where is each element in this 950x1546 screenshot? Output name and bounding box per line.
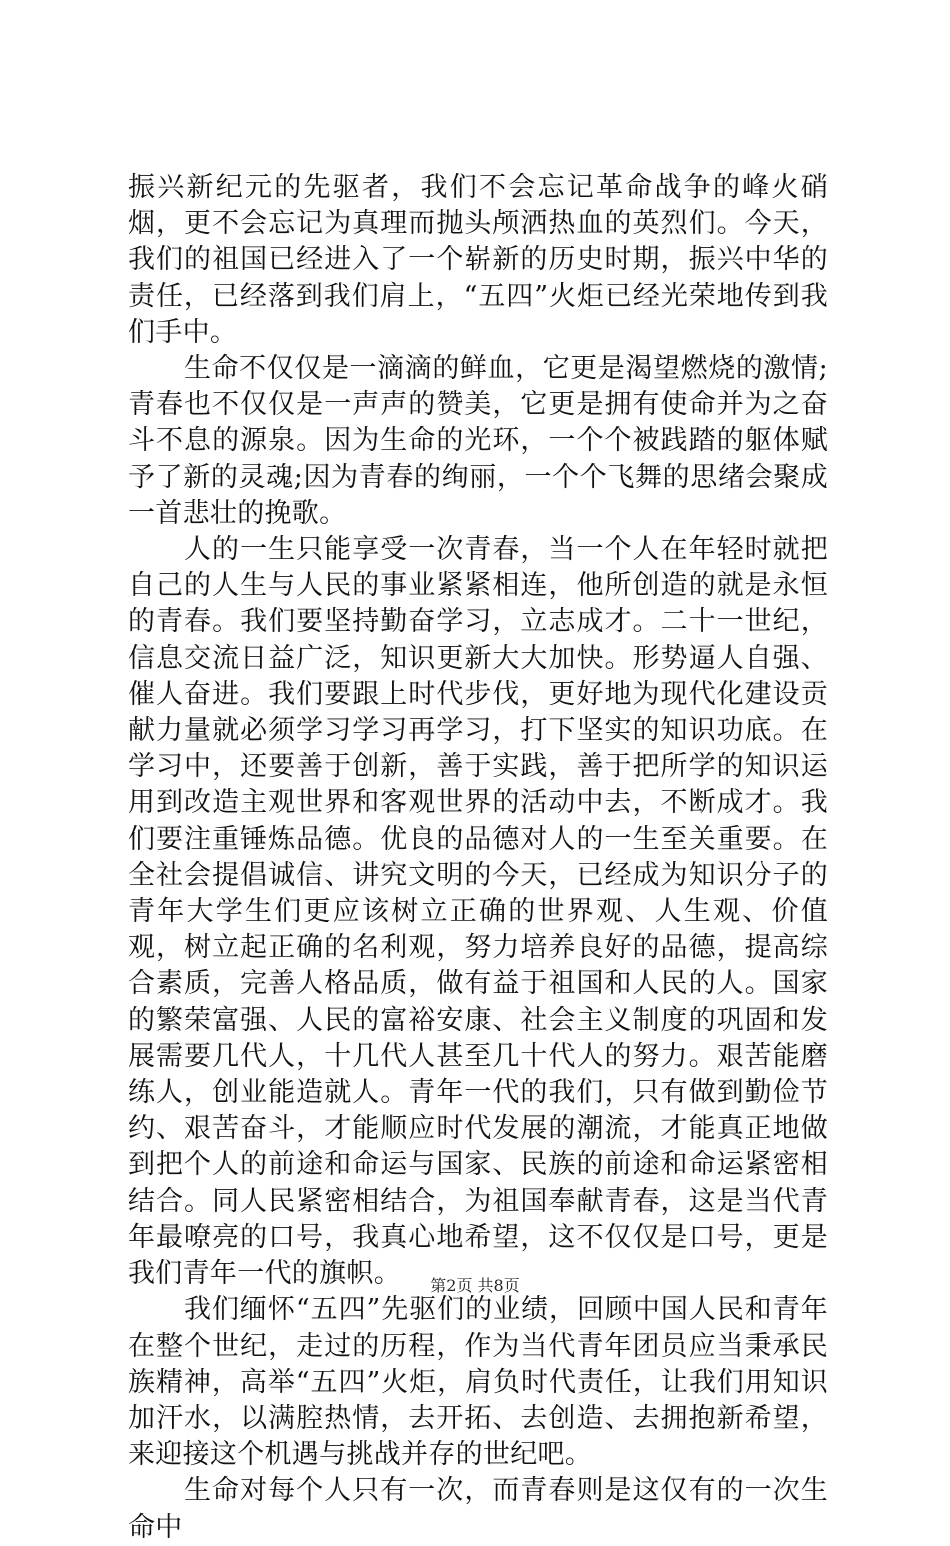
- paragraph-3: 人的一生只能享受一次青春，当一个人在年轻时就把自己的人生与人民的事业紧紧相连，他所创造的就是永恒的青春。我们要坚持勤奋学习，立志成才。二十一世纪，信息交流日益广泛，知识更新大大加快。形势逼人自强、催人奋进。我们要跟上时代步伐，更好地为现代化建设贡献力量就必须学习学习再学习，打下坚实的知识功底。在学习中，还要善于创新，善于实践，善于把所学的知识运用到改造主观世界和客观世界的活动中去，不断成才。我们要注重锤炼品德。优良的品德对人的一生至关重要。在全社会提倡诚信、讲究文明的今天，已经成为知识分子的青年大学生们更应该树立正确的世界观、人生观、价值观，树立起正确的名利观，努力培养良好的品德，提高综合素质，完善人格品质，做有益于祖国和人民的人。国家的繁荣富强、人民的富裕安康、社会主义制度的巩固和发展需要几代人，十几代人甚至几十代人的努力。艰苦能磨练人，创业能造就人。青年一代的我们，只有做到勤俭节约、艰苦奋斗，才能顺应时代发展的潮流，才能真正地做到把个人的前途和命运与国家、民族的前途和命运紧密相结合。同人民紧密相结合，为祖国奉献青春，这是当代青年最嘹亮的口号，我真心地希望，这不仅仅是口号，更是我们青年一代的旗帜。: [128, 534, 828, 1290]
- paragraph-1: 振兴新纪元的先驱者，我们不会忘记革命战争的峰火硝烟，更不会忘记为真理而抛头颅洒热血的英烈们。今天，我们的祖国已经进入了一个崭新的历史时期，振兴中华的责任，已经落到我们肩上，“五四”火炬已经光荣地传到我们手中。: [128, 172, 828, 348]
- paragraph-2: 生命不仅仅是一滴滴的鲜血，它更是渴望燃烧的激情;青春也不仅仅是一声声的赞美，它更是拥有使命并为之奋斗不息的源泉。因为生命的光环，一个个被践踏的躯体赋予了新的灵魂;因为青春的绚丽，一个个飞舞的思绪会聚成一首悲壮的挽歌。: [128, 353, 828, 529]
- paragraph-5: 生命对每个人只有一次，而青春则是这仅有的一次生命中: [128, 1475, 828, 1543]
- page-number-footer: 第2页 共8页: [430, 1276, 520, 1295]
- body-text: [128, 170, 828, 1546]
- paragraph-4: 我们缅怀“五四”先驱们的业绩，回顾中国人民和青年在整个世纪，走过的历程，作为当代青年团员应当秉承民族精神，高举“五四”火炬，肩负时代责任，让我们用知识加汗水，以满腔热情，去开拓、去创造、去拥抱新希望，来迎接这个机遇与挑战并存的世纪吧。: [128, 1294, 828, 1471]
